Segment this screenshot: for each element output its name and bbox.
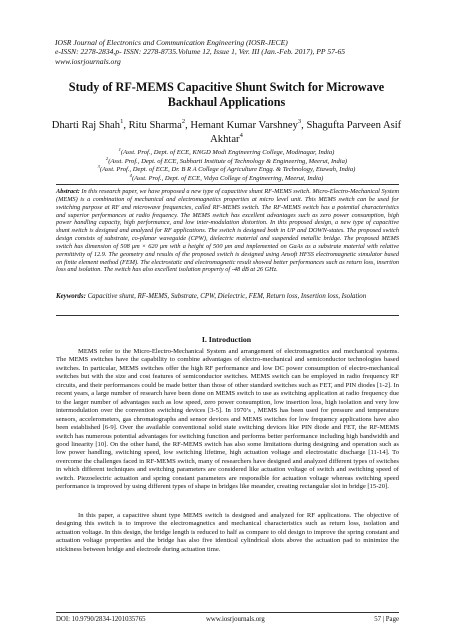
author-name: Ritu Sharma <box>128 120 182 131</box>
journal-header <box>55 38 415 66</box>
author-affiliation-mark: 3 <box>297 118 302 125</box>
introduction-paragraph-1: MEMS refer to the Micro-Electro-Mechanical System and arrangement of electromagnetics and mechanical systems. The MEMS switches have the capability to combine advantages of electro-mechanical and semiconductor technologies based switches. In particular, MEMS switches offer the high RF performance and low DC power consumption of electro-mechanical switches but with the size and cost features of semiconductor switches. MEMS switch can be employed in radio frequency RF circuits, and their performances could be made better than those of other standard switches such as FET, and PIN diodes [1-2]. In recent years, a large number of research have been done on MEMS switch to use as switching application at radio frequency due to the larger number of advantages such as low speed, zero power consumption, low insertion loss, high isolation and very low intermodulation over the convention switching devices [3-5]. In 1970’s , MEMS has been used for pressure and temperature sensors, accelerometers, gas chromatographs and sensor devices and MEMS switches for low frequency applications have also been established [6-9]. Over the available conventional solid state switching devices like PIN diode and FET, the RF-MEMS switch has numerous potential advantages for switching function and performs better performance including high bandwidth and good linearity [10]. On the other hand, the RF-MEMS switch has also some limitations during designing and operation such as low power handling, switching speed, low switching lifetime, high actuation voltage and electrostatic discharge [11-14]. To overcome the challenges faced in RF-MEMS switch, many of researchers have designed and analyzed different types of switches in which different techniques and switching parameters are considered like actuation voltage of switch and switching speed of switch. Piezoelectric actuation and spring constant parameters are responsible for actuation voltage whereas switching speed performance is improved by using different types of shape in bridges like meander, creating rectangular slot in bridge [15-20]. <box>56 348 399 491</box>
abstract-top-rule <box>56 184 399 185</box>
paper-title-line-1: Study of RF-MEMS Capacitive Shunt Switch for Microwave <box>68 80 385 94</box>
keywords <box>56 293 399 301</box>
journal-website[interactable]: www.iosrjournals.org <box>55 56 121 66</box>
abstract-label: Abstract: <box>56 188 80 195</box>
abstract-bottom-rule <box>56 315 399 316</box>
author-separator: , <box>185 120 191 131</box>
paper-title <box>40 80 413 110</box>
keywords-label: Keywords: <box>56 293 86 300</box>
author-separator: , <box>301 120 307 131</box>
author-name: Hemant Kumar Varshney <box>190 120 298 131</box>
introduction-paragraph-2: In this paper, a capacitive shunt type MEMS switch is designed and analyzed for RF applications. The objective of designing this switch is to improve the electromagnetics and mechanical characteristics such as return loss, isolation and actuation voltage. In this design, the bridge length is reduced to half as compare to old design to improve the spring constant and actuation voltage properties and the bridge has also five identical cylindrical slots above the actuation pad to minimize the stickiness between bridge and electrode during actuation time. <box>56 512 399 553</box>
abstract-text: In this research paper, we have proposed a new type of capacitive shunt RF-MEMS switch. Micro-Electro-Mechanical System (MEMS) is a combination of mechanical and electromagnetics properties at micro level unit. This MEMS switch can be used for switching purpose at RF and microwave frequencies, called RF-MEMS switch. The RF-MEMS switch has a potential characteristics and superior performances at radio frequency. The MEMS switch has excellent advantages such as zero power consumption, high power handling capacity, high performance, and low inter-modulation distortion. In this proposed design, a new type of capacitive shunt switch is designed and analyzed for RF applications. The switch is designed both in UP and DOWN-states. The proposed switch design consists of substrate, co-planar waveguide (CPW), dielectric material and suspended metallic bridge. The proposed MEMS switch has dimension of 508 μm × 620 μm with a height of 500 μm and implemented on GaAs as a substrate material with relative permittivity of 12.9. The geometry and results of the proposed switch is designed using Ansoft HFSS electromagnetic simulator based on finite element method (FEM). The electrostatic and electromagnetic result showed better performances such as return loss, insertion loss and isolation. The switch has also excellent isolation property of -48 dB at 26 GHz. <box>56 188 399 274</box>
affiliation-line: $^2$(Asst. Prof., Dept. of ECE, Subharti Institute of Technology & Engineering, Meerut, India) <box>105 155 348 165</box>
affiliation-line: $^4$(Asst. Prof., Dept. of ECE, Vidya College of Engineering, Meerut, India) <box>129 172 324 182</box>
author-list <box>40 119 413 146</box>
keywords-text: Capacitive shunt, RF-MEMS, Substrate, CPW, Dielectric, FEM, Return loss, Insertion loss, Isolation <box>85 293 367 300</box>
author-name: Shagufta Parveen Asif Akhtar <box>210 120 402 145</box>
affiliation-line: $^3$(Asst. Prof., Dept. of ECE, Dr. B R A College of Agriculture Engg. & Technology, Etawah, India) <box>97 164 356 174</box>
affiliation-line: $^1$(Asst. Prof., Dept. of ECE, KNGD Modi Engineering College, Modinagar, India) <box>118 147 335 156</box>
journal-name: IOSR Journal of Electronics and Communication Engineering (IOSR-JECE) <box>55 38 288 47</box>
footer-doi: DOI: 10.9790/2834-1201035765 <box>56 616 146 623</box>
abstract <box>56 188 399 274</box>
author-affiliation-mark: 1 <box>120 118 124 125</box>
author-affiliation-mark: 2 <box>181 118 186 125</box>
footer-page-number: 57 | Page <box>374 616 399 623</box>
author-name: Dharti Raj Shah <box>51 120 121 131</box>
section-heading-introduction: I. Introduction <box>201 335 252 344</box>
affiliation-list <box>40 149 413 183</box>
journal-issn-volume: e-ISSN: 2278-2834,p- ISSN: 2278-8735.Volume 12, Issue 1, Ver. III (Jan.-Feb. 2017), PP 57-65 <box>55 47 346 57</box>
footer-rule <box>56 612 399 613</box>
paper-title-line-2: Backhaul Applications <box>167 95 286 109</box>
footer-website[interactable]: www.iosrjournals.org <box>206 616 265 623</box>
author-affiliation-mark: 4 <box>239 131 243 139</box>
author-separator: , <box>123 120 129 131</box>
